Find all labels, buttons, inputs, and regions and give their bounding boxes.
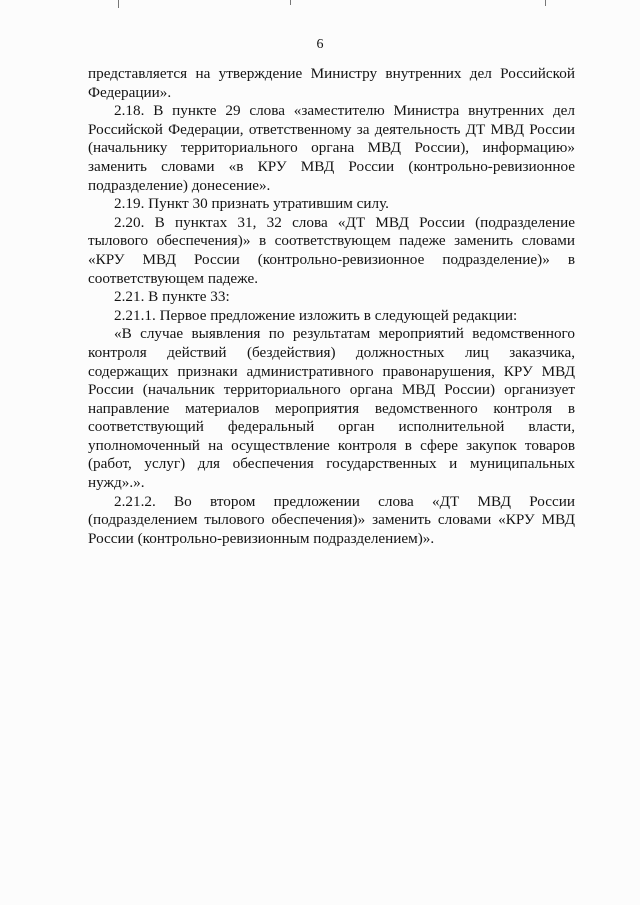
paragraph-2-18: 2.18. В пункте 29 слова «заместителю Министра внутренних дел Российской Федерации, ответственному за деятельность ДТ МВД России (начальнику территориального органа МВД России), информацию» заменить словами «в КРУ МВД России (контрольно-ревизионное подразделение) донесение». (88, 102, 575, 194)
paragraph-2-21-2: 2.21.2. Во втором предложении слова «ДТ МВД России (подразделением тылового обеспечения)» заменить словами «КРУ МВД России (контрольно-ревизионным подразделением)». (88, 492, 575, 547)
paragraph-quoted-redaction: «В случае выявления по результатам мероприятий ведомственного контроля действий (бездействия) должностных лиц заказчика, содержащих признаки административного правонарушения, КРУ МВД России (начальник территориального органа МВД России) организует направление материалов мероприятия ведомственного контроля в соответствующий федеральный орган исполнительной власти, уполномоченный на осуществление контроля в сфере закупок товаров (работ, услуг) для обеспечения государственных и муниципальных нужд».». (88, 325, 575, 492)
paragraph-2-19: 2.19. Пункт 30 признать утратившим силу. (114, 195, 389, 213)
scan-mark (290, 0, 291, 5)
scan-mark (118, 0, 119, 8)
scan-mark (545, 0, 546, 6)
paragraph-continuation: представляется на утверждение Министру внутренних дел Российской Федерации». (88, 65, 575, 101)
paragraph-2-21-1: 2.21.1. Первое предложение изложить в следующей редакции: (114, 306, 518, 324)
paragraph-2-20: 2.20. В пунктах 31, 32 слова «ДТ МВД России (подразделение тылового обеспечения)» в соответствующем падеже заменить словами «КРУ МВД России (контрольно-ревизионное подразделение)» в соответствующем падеже. (88, 213, 575, 287)
document-body (88, 65, 575, 548)
page-number: 6 (316, 37, 324, 52)
paragraph-2-21: 2.21. В пункте 33: (114, 288, 230, 306)
